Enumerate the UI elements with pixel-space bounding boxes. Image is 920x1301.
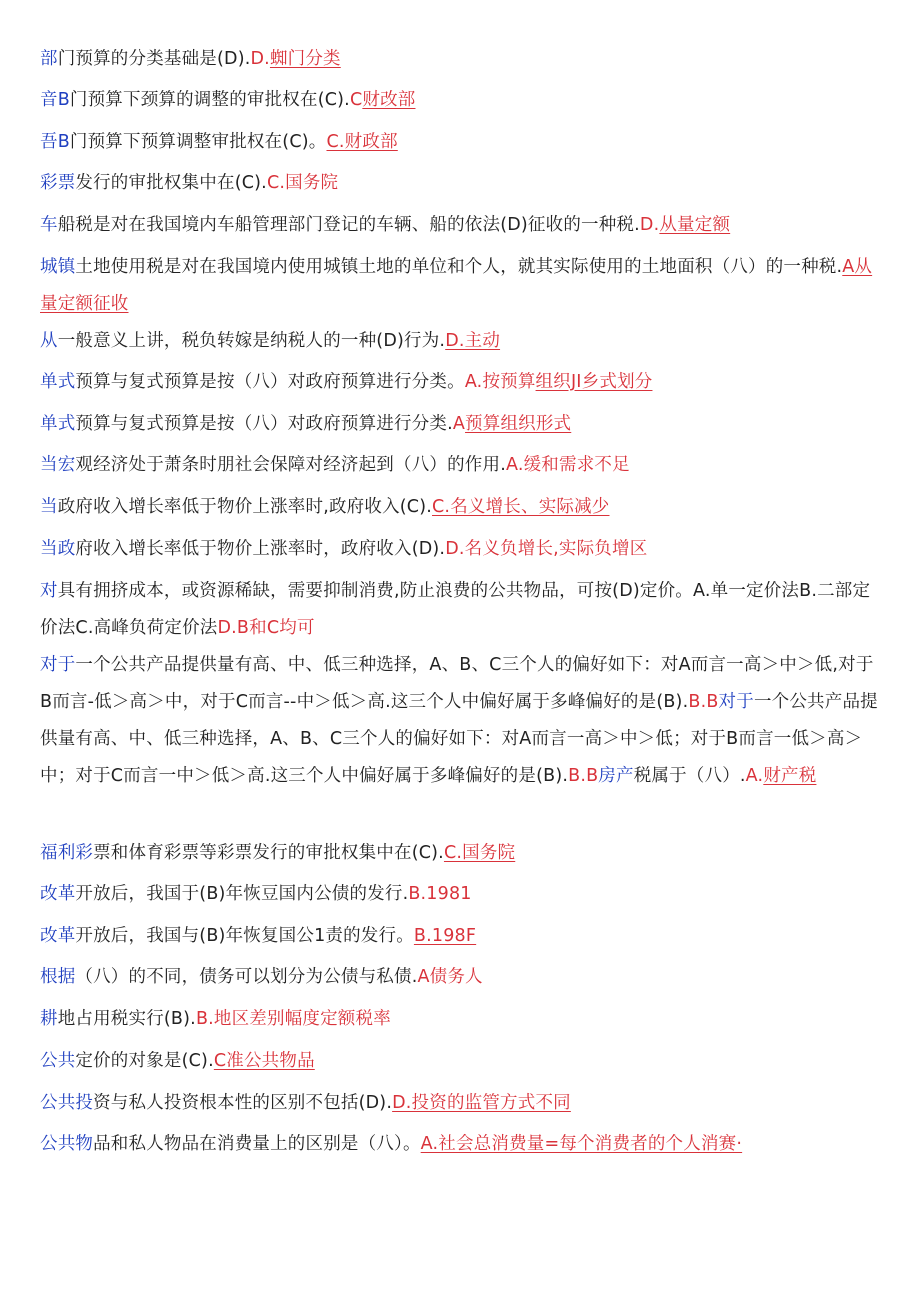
qa-item xyxy=(40,876,880,913)
item-lead: 城镇 xyxy=(40,257,76,277)
qa-item-merged xyxy=(40,647,880,795)
item-question: 定价的对象是(C). xyxy=(75,1051,214,1071)
item-question: 发行的审批权集中在(C). xyxy=(75,173,267,193)
item-answer-underlined: D.主动 xyxy=(445,331,501,351)
item-answer-underlined: C准公共物品 xyxy=(213,1051,315,1071)
item-answer-underlined: A.社会总消费量=每个消费者的个人消赛· xyxy=(420,1134,743,1154)
item-answer: A xyxy=(452,414,466,434)
item-lead: 公共物 xyxy=(40,1134,94,1154)
item-lead-2: 对于 xyxy=(718,692,754,712)
item-lead: 单式 xyxy=(40,414,76,434)
item-lead: 改革 xyxy=(40,926,76,946)
item-lead: 彩票 xyxy=(40,173,76,193)
item-question: 一个公共产品提供量有高、中、低三种选择，A、B、C三个人的偏好如下：对A而言一高＞中＞低,对于B而言-低＞高＞中，对于C而言--中＞低＞高.这三个人中偏好属于多峰偏好的是(B). xyxy=(40,655,874,712)
item-answer-underlined: D.投资的监管方式不同 xyxy=(392,1093,571,1113)
item-question: 门预算的分类基础是(D). xyxy=(57,49,251,69)
item-question: 具有拥挤成本，或资源稀缺，需要抑制消费,防止浪费的公共物品，可按(D)定价。A.单一定价法B.二部定价法C.高峰负荷定价法 xyxy=(40,581,871,638)
item-question: 预算与复式预算是按（八）对政府预算进行分类. xyxy=(75,414,453,434)
item-lead-3: 房产 xyxy=(598,766,634,786)
item-question: 开放后，我国于(B)年恢豆国内公债的发行. xyxy=(75,884,409,904)
item-question: 政府收入增长率低于物价上涨率时,政府收入(C). xyxy=(57,497,433,517)
item-answer: C xyxy=(349,90,363,110)
qa-item xyxy=(40,207,880,244)
item-lead: 公共 xyxy=(40,1051,76,1071)
qa-item xyxy=(40,41,880,78)
item-question-2: 一个公共产品提供量有高、中、低三种选择，A、B、C三个人的偏好如下：对A而言一高＞中＞低；对于B而言一低＞高＞中；对于C而言一中＞低＞高.这三个人中偏好属于多峰偏好的是(B). xyxy=(40,692,878,786)
item-question: 船税是对在我国境内车船管理部门登记的车辆、船的依法(D)征收的一种税. xyxy=(57,215,640,235)
item-answer: D.B和C均可 xyxy=(217,618,315,638)
item-lead: 当 xyxy=(40,497,58,517)
item-answer-3-underlined: 财产税 xyxy=(763,766,817,786)
item-question: 地占用税实行(B). xyxy=(57,1009,196,1029)
qa-item xyxy=(40,82,880,119)
item-question: 观经济处于萧条时朋社会保障对经济起到（八）的作用. xyxy=(75,455,506,475)
item-lead: 从 xyxy=(40,331,58,351)
item-answer-underlined: 蜘门分类 xyxy=(269,49,341,69)
item-answer-underlined: 预算组织形式 xyxy=(465,414,572,434)
item-question: 票和体育彩票等彩票发行的审批权集中在(C). xyxy=(93,843,444,863)
item-lead: 当政 xyxy=(40,539,76,559)
item-answer: A债务人 xyxy=(417,967,483,987)
item-answer-underlined: C.国务院 xyxy=(443,843,516,863)
item-lead: 车 xyxy=(40,215,58,235)
item-question-3: 税属于（八）. xyxy=(633,766,746,786)
item-lead: 音B xyxy=(40,90,70,110)
qa-item xyxy=(40,531,880,568)
item-answer-2: B.B xyxy=(568,766,599,786)
item-question: 预算与复式预算是按（八）对政府预算进行分类。 xyxy=(75,372,465,392)
item-answer-underlined: 从量定额 xyxy=(659,215,731,235)
qa-item xyxy=(40,1001,880,1038)
item-question: （八）的不同，债务可以划分为公债与私债. xyxy=(75,967,418,987)
item-question: 品和私人物品在消费量上的区别是（八）。 xyxy=(93,1134,421,1154)
qa-item xyxy=(40,489,880,526)
item-answer: D. xyxy=(250,49,270,69)
item-lead: 福利彩 xyxy=(40,843,94,863)
item-lead: 改革 xyxy=(40,884,76,904)
item-answer-underlined: C.财政部 xyxy=(326,132,398,152)
qa-item xyxy=(40,1085,880,1122)
item-question: 府收入增长率低于物价上涨率时，政府收入(D). xyxy=(75,539,446,559)
qa-item xyxy=(40,249,880,323)
qa-item xyxy=(40,918,880,955)
qa-item xyxy=(40,1043,880,1080)
item-answer-underlined: 财改部 xyxy=(362,90,416,110)
item-lead: 对 xyxy=(40,581,58,601)
item-answer-underlined: A从量定额征收 xyxy=(40,257,873,314)
item-answer: C.国务院 xyxy=(266,173,339,193)
item-answer: B.B xyxy=(688,692,719,712)
qa-item xyxy=(40,124,880,161)
qa-item xyxy=(40,959,880,996)
item-lead: 吾B xyxy=(40,132,70,152)
item-lead: 单式 xyxy=(40,372,76,392)
qa-item xyxy=(40,1126,880,1163)
item-question: 土地使用税是对在我国境内使用城镇土地的单位和个人，就其实际使用的土地面积（八）的一种税. xyxy=(75,257,843,277)
qa-item xyxy=(40,406,880,443)
item-answer: B.1981 xyxy=(408,884,472,904)
item-answer: A.缓和需求不足 xyxy=(505,455,630,475)
item-lead: 公共投 xyxy=(40,1093,94,1113)
item-answer: D. xyxy=(639,215,660,235)
qa-item xyxy=(40,447,880,484)
qa-item xyxy=(40,364,880,401)
item-answer-3: A. xyxy=(745,766,764,786)
item-answer-underlined: 组织JI乡式划分 xyxy=(535,372,653,392)
item-lead: 部 xyxy=(40,49,58,69)
qa-item xyxy=(40,323,880,360)
item-answer: B.地区差别幅度定额税率 xyxy=(195,1009,391,1029)
item-answer-underlined: C.名义增长、实际减少 xyxy=(432,497,610,517)
item-question: 门预算下预算调整审批权在(C)。 xyxy=(69,132,327,152)
item-lead: 当宏 xyxy=(40,455,76,475)
item-question: 开放后，我国与(B)年恢复国公1责的发行。 xyxy=(75,926,414,946)
item-answer-underlined: B.198F xyxy=(413,926,477,946)
item-question: 门预算下颈算的调整的审批权在(C). xyxy=(69,90,350,110)
qa-item xyxy=(40,573,880,647)
item-answer: D.名义负增长,实际负增区 xyxy=(445,539,648,559)
item-lead: 耕 xyxy=(40,1009,58,1029)
qa-item xyxy=(40,835,880,872)
item-answer: A.按预算 xyxy=(464,372,536,392)
item-question: 一般意义上讲，税负转嫁是纳税人的一种(D)行为. xyxy=(57,331,446,351)
item-lead: 对于 xyxy=(40,655,76,675)
qa-item xyxy=(40,165,880,202)
item-question: 资与私人投资根本性的区别不包括(D). xyxy=(93,1093,393,1113)
item-lead: 根据 xyxy=(40,967,76,987)
